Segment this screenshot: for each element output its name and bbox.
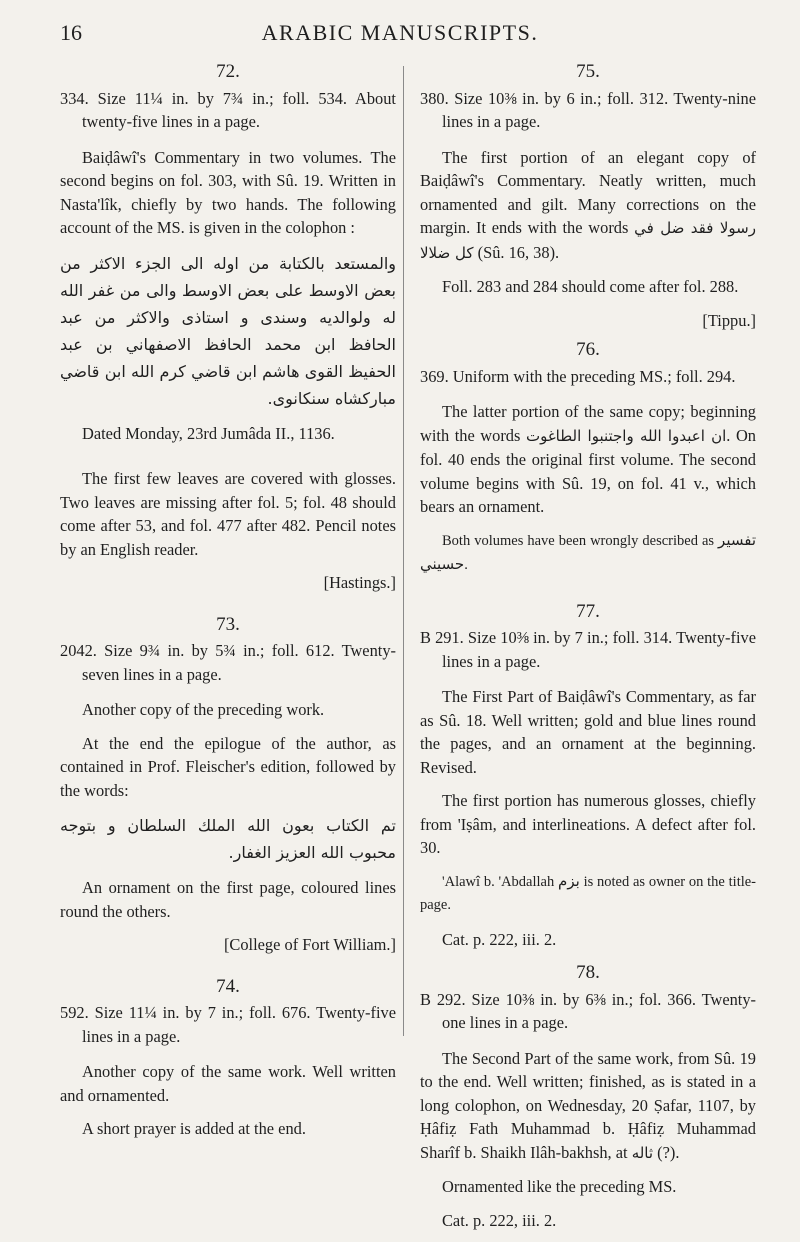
page-header: [0, 14, 800, 48]
entry-number: 74.: [216, 975, 240, 997]
text-run: . On fol. 40 ends the original first volume. The second volume begins with Sû. 19, on fol. 41 v., which bears an ornament.: [420, 425, 756, 516]
entry-heading: 369. Uniform with the preceding MS.; foll. 294.: [420, 366, 736, 386]
arabic-quote: ان اعبدوا الله واجتنبوا الطاغوت: [525, 426, 727, 445]
catalogue-reference: Cat. p. 222, iii. 2.: [442, 929, 557, 949]
text-run: .: [464, 557, 468, 573]
arabic-quote: بزم: [558, 871, 580, 890]
entry-number: 78.: [576, 962, 600, 983]
entry-paragraph: A short prayer is added at the end.: [82, 1119, 306, 1138]
entry-paragraph: The First Part of Baiḍâwî's Commentary, as far as Sû. 18. Well written; gold and blue lines round the pages, and an ornament at the beginning. Revised.: [420, 687, 756, 777]
entry-heading: 592. Size 11¼ in. by 7 in.; foll. 676. Twenty-five lines in a page.: [60, 1003, 396, 1046]
entry-73: [60, 613, 396, 957]
entry-heading: 334. Size 11¼ in. by 7¾ in.; foll. 534. About twenty-five lines in a page.: [60, 88, 396, 131]
entry-paragraph: Baiḍâwî's Commentary in two volumes. The second begins on fol. 303, with Sû. 19. Written in Nasta'lîk, chiefly by two hands. The following account of the MS. is given in the colophon :: [60, 147, 396, 237]
colophon-date: Dated Monday, 23rd Jumâda II., 1136.: [82, 423, 335, 443]
entry-paragraph: [420, 400, 756, 519]
entry-heading: 380. Size 10⅜ in. by 6 in.; foll. 312. Twenty-nine lines in a page.: [420, 88, 756, 131]
text-run: Both volumes have been wrongly described as: [442, 532, 715, 549]
text-run: 'Alawî b. 'Abdallah: [442, 873, 555, 890]
text-run: (Sû. 16, 38).: [477, 242, 560, 262]
source-note: [Tippu.]: [702, 310, 756, 330]
entry-paragraph: [420, 146, 756, 266]
source-note: [Hastings.]: [323, 573, 396, 592]
entry-paragraph: Another copy of the preceding work.: [82, 700, 325, 719]
colophon-arabic: والمستعد بالكتابة من اوله الى الجزء الاكثر من بعض الاوسط على بعض الاوسط والى من غفر الله له ولوالديه وسندى و استاذى والاكثر من عبد الحافظ ابن محمد الحافظ الاصفهاني بن عبد الحفيظ القوى هاشم ابن قاضي كرم الله ابن قاضي مباركشاه سنكانوى.: [60, 253, 396, 408]
entry-74: [60, 975, 396, 1141]
entry-78: [420, 961, 756, 1232]
entry-paragraph: At the end the epilogue of the author, as contained in Prof. Fleischer's edition, followed by the words:: [60, 733, 396, 800]
entry-paragraph: Foll. 283 and 284 should come after fol. 288.: [442, 277, 739, 296]
entry-77: [420, 600, 756, 952]
entry-paragraph: Another copy of the same work. Well written and ornamented.: [60, 1062, 396, 1105]
entry-76: [420, 338, 756, 578]
entry-paragraph: The first portion has numerous glosses, chiefly from 'Iṣâm, and interlineations. A defect after fol. 30.: [420, 791, 756, 857]
running-title: ARABIC MANUSCRIPTS.: [261, 20, 539, 45]
arabic-quote: ثاله: [631, 1143, 654, 1162]
entry-paragraph: The first few leaves are covered with glosses. Two leaves are missing after fol. 5; fol. 48 should come after 53, and fol. 477 after 482. Pencil notes by an English reader.: [60, 469, 396, 559]
source-note: [College of Fort William.]: [223, 935, 396, 954]
entry-heading: 2042. Size 9¾ in. by 5¾ in.; foll. 612. Twenty-seven lines in a page.: [60, 641, 396, 684]
text-run: (?).: [657, 1142, 680, 1162]
entry-75: [420, 60, 756, 332]
column-divider: [403, 66, 404, 1036]
text-run: is noted as owner on the title-page.: [420, 873, 757, 913]
quoted-arabic: تم الكتاب بعون الله الملك السلطان و بتوجه محبوب الله العزيز الغفار.: [60, 816, 396, 862]
entry-heading: B 292. Size 10⅜ in. by 6⅜ in.; fol. 366. Twenty-one lines in a page.: [420, 989, 756, 1032]
text-run: The latter portion of the same copy; beginning with the words: [420, 402, 756, 445]
entry-number: 75.: [576, 61, 600, 82]
entry-note: [420, 529, 756, 578]
entry-heading: B 291. Size 10⅜ in. by 7 in.; foll. 314. Twenty-five lines in a page.: [420, 628, 756, 671]
arabic-quote: رسولا فقد ضل في كل ضلالا: [420, 219, 756, 262]
page-number: 16: [60, 20, 82, 45]
entry-note: [420, 870, 756, 918]
entry-paragraph: An ornament on the first page, coloured lines round the others.: [60, 878, 396, 921]
arabic-quote: تفسير حسيني: [420, 530, 756, 573]
entry-number: 77.: [576, 600, 600, 622]
entry-number: 73.: [216, 613, 240, 635]
left-column: [60, 60, 396, 1151]
right-column: [420, 60, 756, 1242]
entry-number: 76.: [576, 339, 600, 360]
entry-72: [60, 60, 396, 595]
entry-paragraph: [420, 1047, 756, 1166]
entry-number: 72.: [216, 61, 240, 82]
entry-paragraph: Ornamented like the preceding MS.: [442, 1177, 677, 1196]
text-run: The Second Part of the same work, from Sû. 19 to the end. Well written; finished, as is stated in a long colophon, on Wednesday, 20 Ṣafar, 1107, by Ḥâfiẓ Fath Muhammad b. Ḥâfiẓ Muhammad Sharîf b. Shaikh Ilâh-bakhsh, at: [420, 1048, 756, 1162]
text-run: The first portion of an elegant copy of Baiḍâwî's Commentary. Neatly written, much ornamented and gilt. Many corrections on the margin. It ends with the words: [420, 147, 756, 237]
catalogue-reference: Cat. p. 222, iii. 2.: [442, 1210, 557, 1230]
